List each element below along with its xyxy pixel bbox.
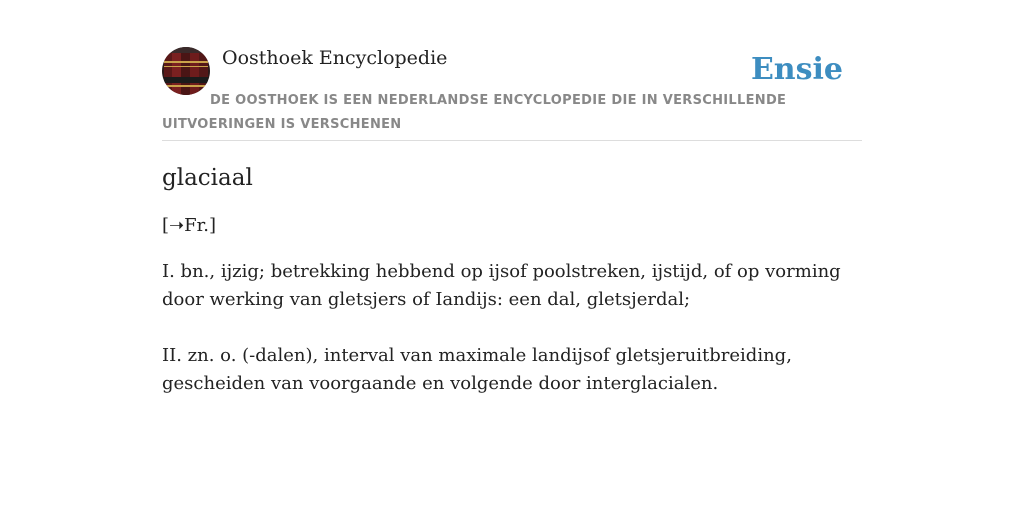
ensie-logo-link[interactable]: Ensie xyxy=(750,52,843,87)
entry-title: glaciaal xyxy=(162,165,253,191)
entry-content xyxy=(162,162,862,398)
source-tagline: DE OOSTHOEK IS EEN NEDERLANDSE ENCYCLOPEDIE DIE IN VERSCHILLENDE UITVOERINGEN IS VERSCHENEN xyxy=(162,93,787,132)
book-spines-icon xyxy=(162,47,210,95)
source-avatar[interactable] xyxy=(162,47,210,95)
source-header xyxy=(162,46,862,141)
definition-2: II. zn. o. (-dalen), interval van maximale landijsof gletsjeruitbreiding, gescheiden van voorgaande en volgende door interglacialen. xyxy=(162,345,792,394)
definition-1: I. bn., ijzig; betrekking hebbend op ijsof poolstreken, ijstijd, of op vorming door werking van gletsjers of Iandijs: een dal, gletsjerdal; xyxy=(162,261,841,310)
source-name-link[interactable]: Oosthoek Encyclopedie xyxy=(222,47,448,69)
entry-etymology: [➝Fr.] xyxy=(162,215,216,236)
